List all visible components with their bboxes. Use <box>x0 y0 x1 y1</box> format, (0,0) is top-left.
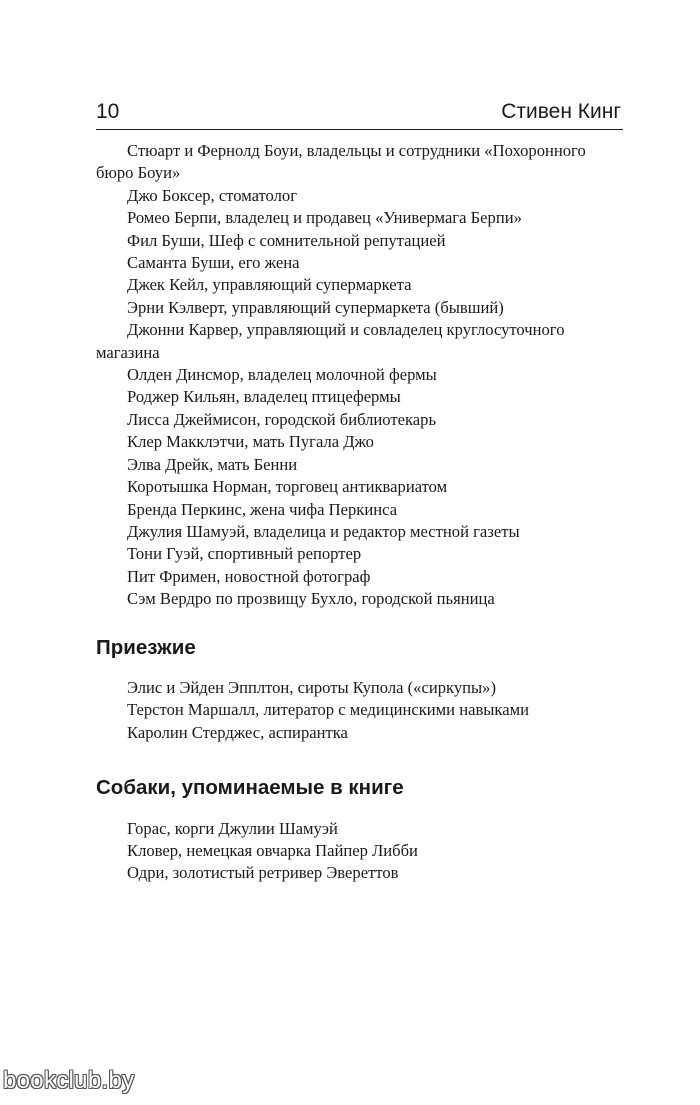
list-item: Джек Кейл, управляющий супермаркета <box>127 275 412 295</box>
list-item: Саманта Буши, его жена <box>127 253 300 273</box>
list-item: Джонни Карвер, управляющий и совладелец круглосуточного магазина <box>96 320 565 362</box>
dogs-heading: Собаки, упоминаемые в книге <box>96 776 404 800</box>
list-item: Эрни Кэлверт, управляющий супермаркета (бывший) <box>127 297 504 317</box>
list-item: Сэм Вердро по прозвищу Бухло, городской пьяница <box>127 589 495 609</box>
arrivals-list <box>96 677 623 744</box>
list-item: Элва Дрейк, мать Бенни <box>127 454 298 474</box>
arrivals-heading: Приезжие <box>96 635 196 659</box>
list-item: Клер Макклэтчи, мать Пугала Джо <box>127 432 374 452</box>
list-item: Лисса Джеймисон, городской библиотекарь <box>127 409 437 429</box>
character-list <box>96 140 623 885</box>
list-item: Терстон Маршалл, литератор с медицинскими навыками <box>127 700 529 720</box>
list-item: Тони Гуэй, спортивный репортер <box>127 544 362 564</box>
header-rule <box>96 129 623 130</box>
list-item: Горас, корги Джулии Шамуэй <box>127 818 338 838</box>
list-item: Роджер Кильян, владелец птицефермы <box>127 387 401 407</box>
dogs-list <box>96 818 623 885</box>
list-item: Джулия Шамуэй, владелица и редактор местной газеты <box>127 521 520 541</box>
residents-list <box>96 140 623 611</box>
list-item: Пит Фримен, новостной фотограф <box>127 566 371 586</box>
list-item: Джо Боксер, стоматолог <box>127 185 298 205</box>
list-item: Стюарт и Фернолд Боуи, владельцы и сотрудники «Похоронного бюро Боуи» <box>96 141 586 183</box>
page-header <box>96 100 623 130</box>
list-item: Бренда Перкинс, жена чифа Перкинса <box>127 499 398 519</box>
watermark: bookclub.by <box>3 1067 135 1094</box>
page-number: 10 <box>96 100 120 123</box>
list-item: Элис и Эйден Эпплтон, сироты Купола («сиркупы») <box>127 677 496 697</box>
list-item: Олден Динсмор, владелец молочной фермы <box>127 365 437 385</box>
list-item: Кловер, немецкая овчарка Пайпер Либби <box>127 840 418 860</box>
list-item: Фил Буши, Шеф с сомнительной репутацией <box>127 230 446 250</box>
list-item: Каролин Стерджес, аспирантка <box>127 722 348 742</box>
list-item: Одри, золотистый ретривер Эвереттов <box>127 863 399 883</box>
list-item: Коротышка Норман, торговец антиквариатом <box>127 477 448 497</box>
running-title: Стивен Кинг <box>501 100 621 123</box>
list-item: Ромео Берпи, владелец и продавец «Универмага Берпи» <box>127 208 522 228</box>
